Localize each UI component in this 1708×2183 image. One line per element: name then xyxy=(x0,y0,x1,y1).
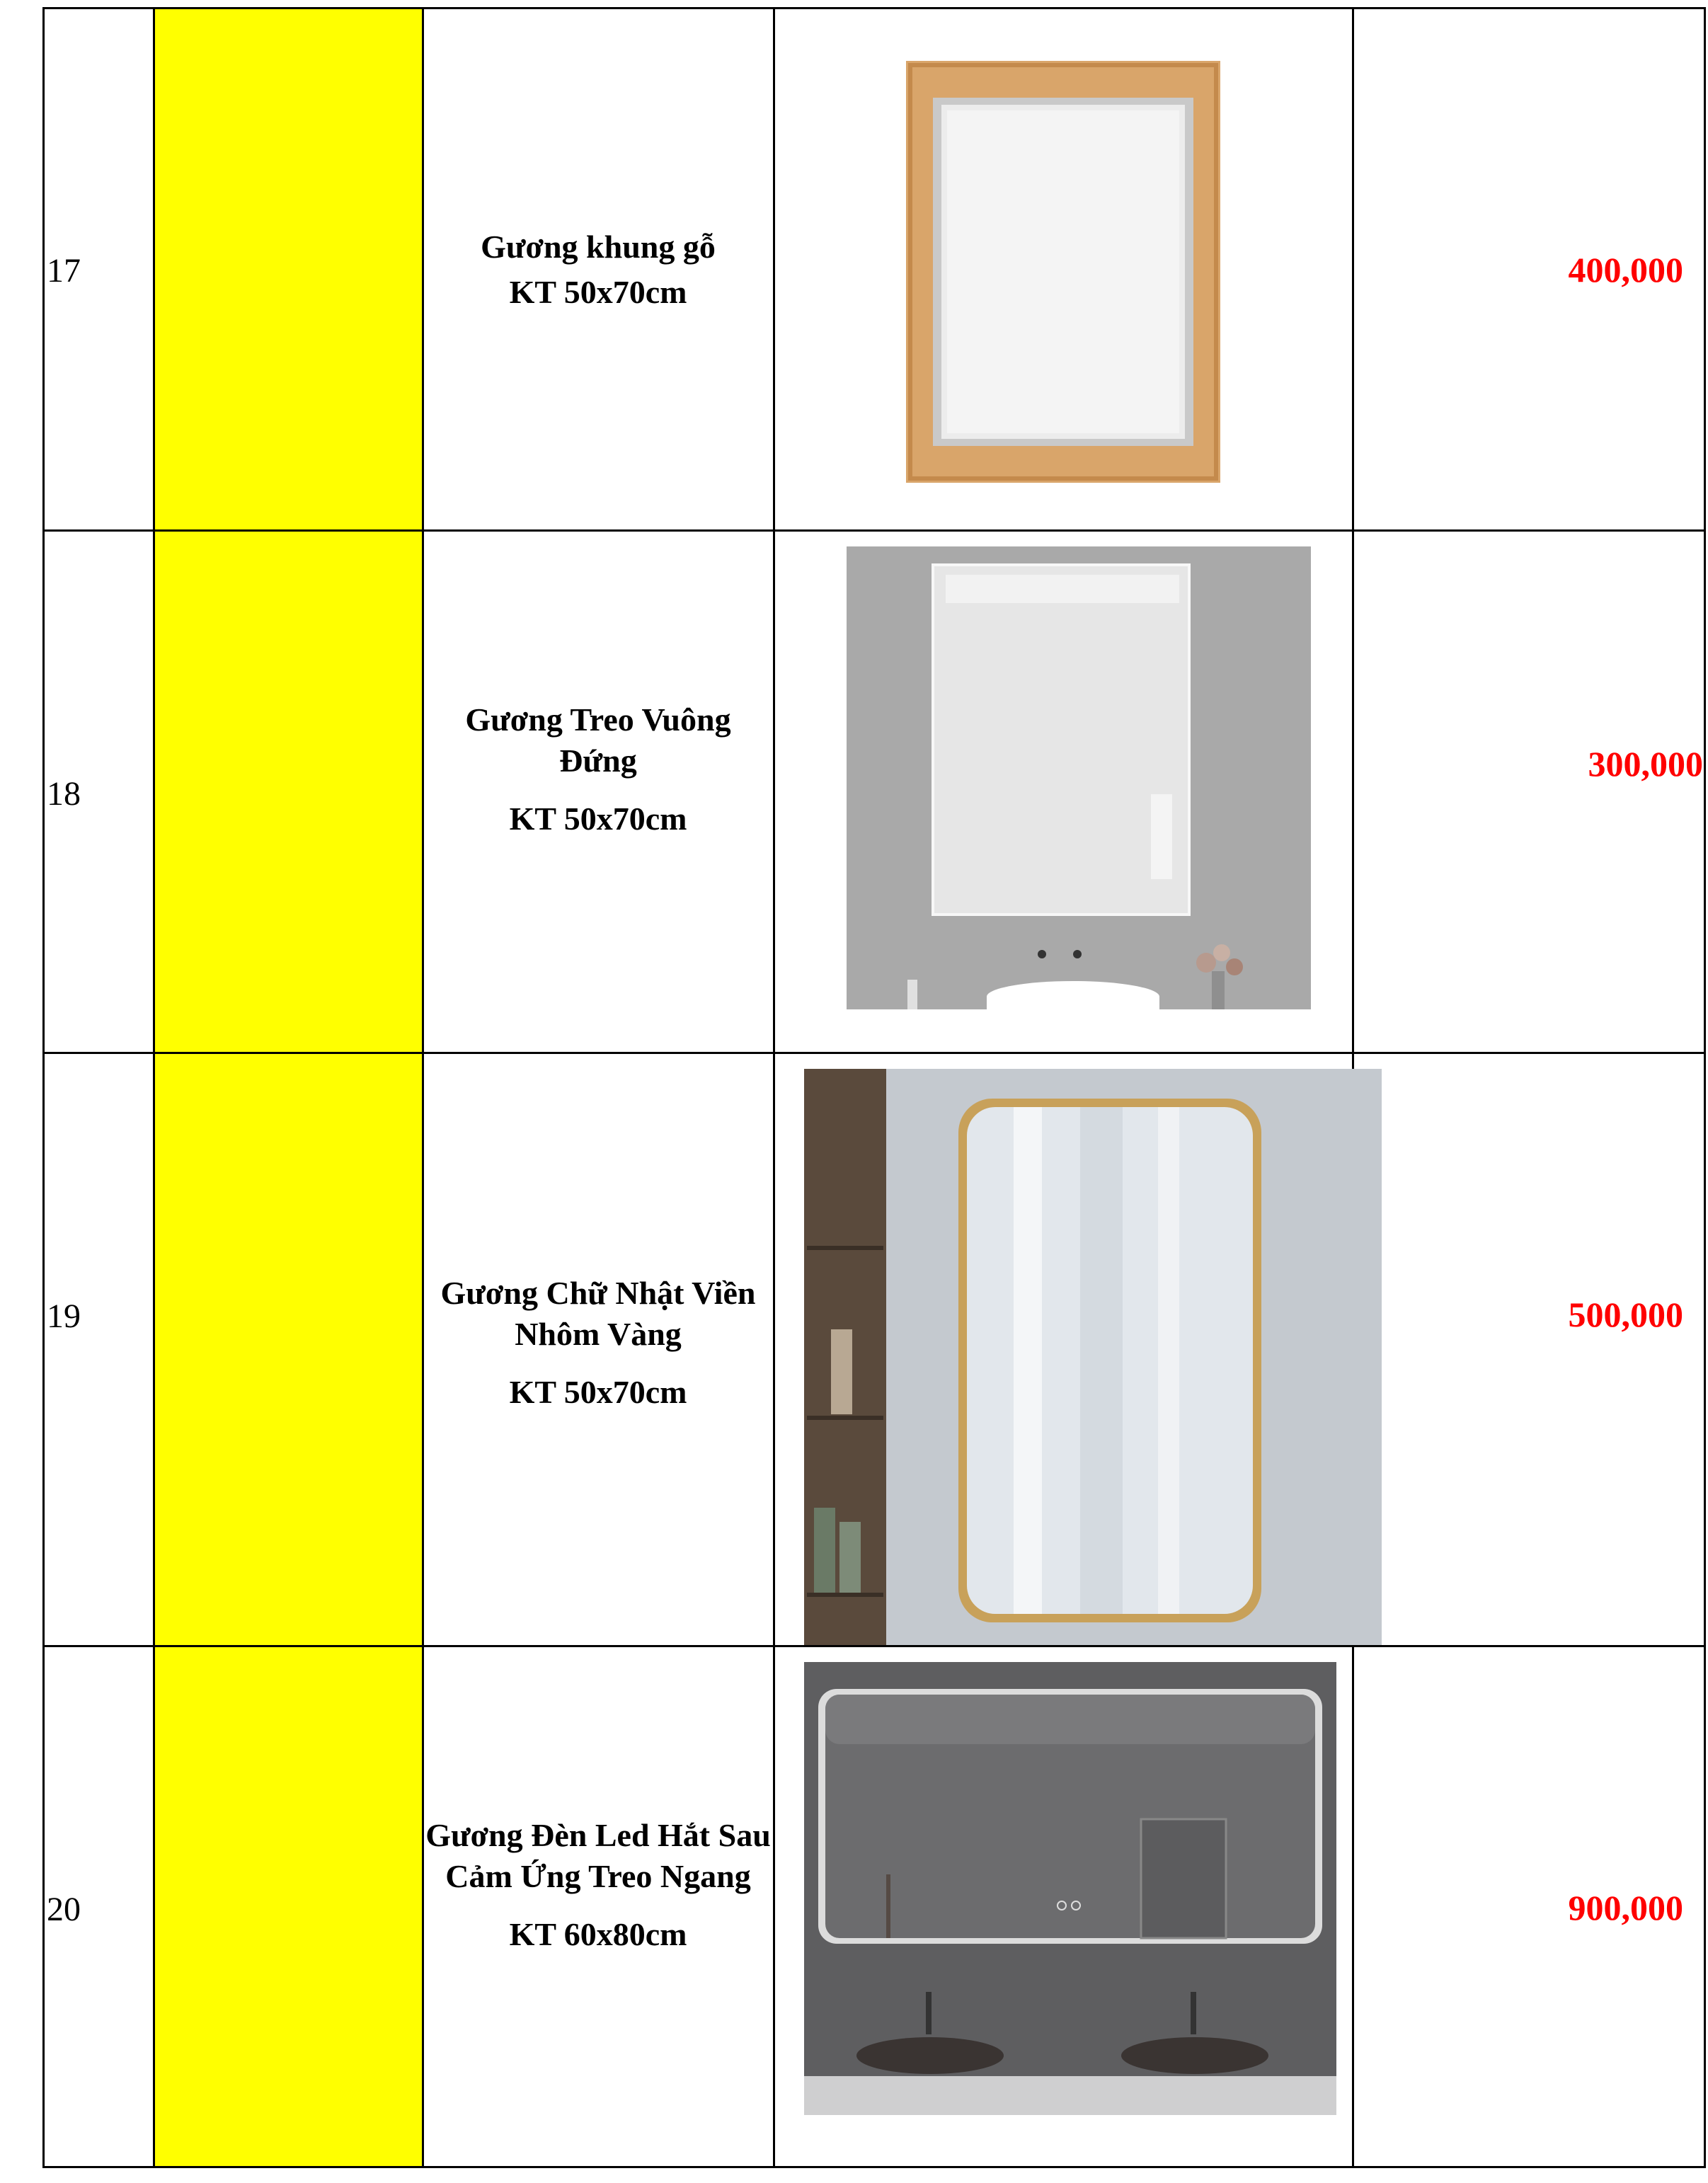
led-mirror-image xyxy=(804,1662,1336,2115)
row-number: 17 xyxy=(47,252,81,290)
product-size: KT 60x80cm xyxy=(509,1916,687,1952)
column-divider xyxy=(153,7,155,2168)
row-divider xyxy=(42,1645,1706,1647)
product-price: 500,000 xyxy=(1568,1295,1683,1334)
column-divider xyxy=(1704,7,1706,2168)
gold-frame-mirror-image xyxy=(804,1069,1382,1645)
column-divider xyxy=(773,7,775,2168)
product-title: Gương khung gỗ xyxy=(481,229,716,265)
row-number: 18 xyxy=(47,775,81,813)
product-name xyxy=(425,699,772,840)
row-divider xyxy=(1352,7,1706,9)
product-price: 400,000 xyxy=(1568,250,1683,290)
product-name xyxy=(425,1815,772,1955)
row-number: 19 xyxy=(47,1297,81,1335)
product-name xyxy=(425,227,772,313)
column-divider xyxy=(42,7,45,2168)
row-divider xyxy=(42,1052,1706,1054)
product-size: KT 50x70cm xyxy=(509,801,687,837)
column-divider xyxy=(422,7,424,2168)
row-divider xyxy=(42,529,1706,532)
wood-frame-mirror-image xyxy=(906,61,1220,483)
product-price: 300,000 xyxy=(1588,744,1703,784)
frameless-mirror-image xyxy=(847,546,1311,1009)
product-title: Gương Đèn Led Hắt Sau Cảm Ứng Treo Ngang xyxy=(425,1817,771,1894)
highlight-column xyxy=(154,8,422,2167)
row-divider xyxy=(42,7,1352,9)
product-name xyxy=(425,1273,772,1413)
product-size: KT 50x70cm xyxy=(509,274,687,310)
product-size: KT 50x70cm xyxy=(509,1374,687,1410)
product-title: Gương Chữ Nhật Viền Nhôm Vàng xyxy=(440,1275,756,1352)
product-price: 900,000 xyxy=(1568,1888,1683,1927)
product-title: Gương Treo Vuông Đứng xyxy=(465,701,731,779)
row-number: 20 xyxy=(47,1891,81,1928)
row-divider xyxy=(42,2166,1706,2168)
